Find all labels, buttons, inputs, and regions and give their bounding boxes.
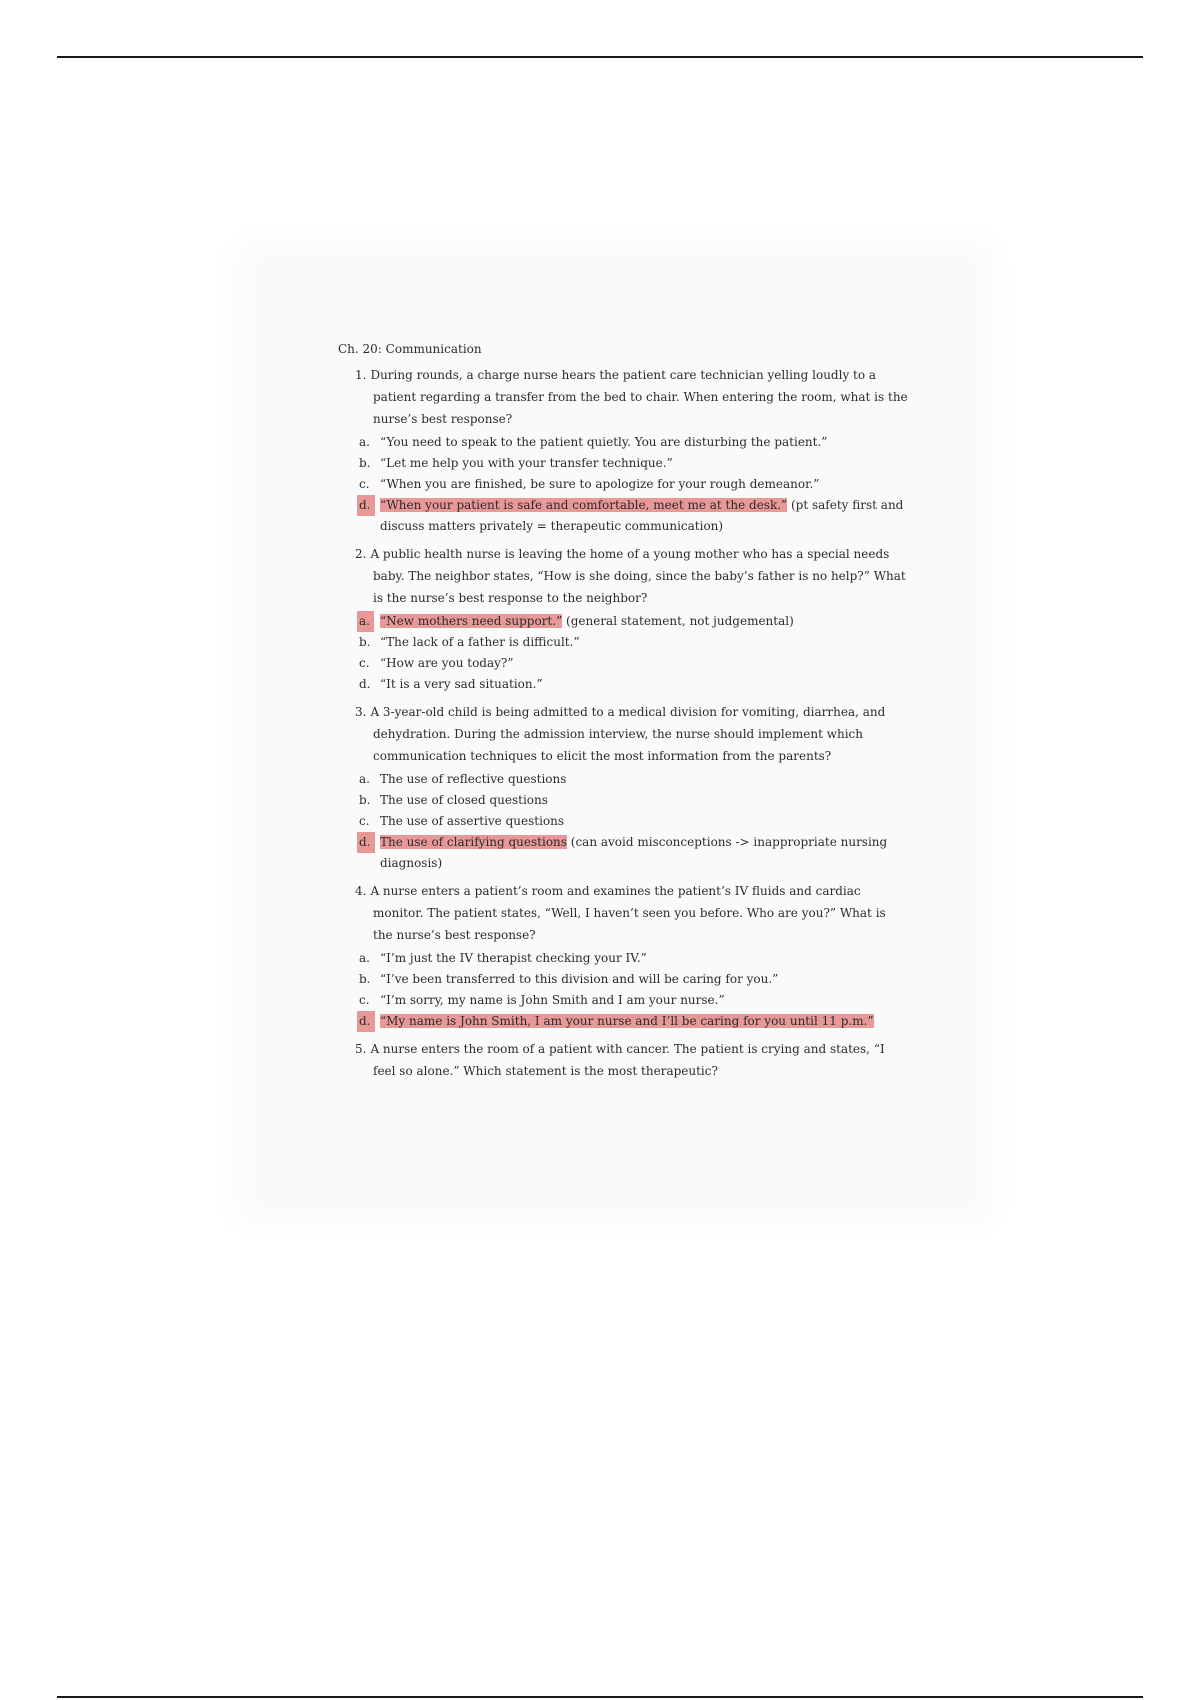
option-text: “I’m just the IV therapist checking your IV.” — [380, 951, 647, 965]
option-c — [338, 653, 908, 674]
question-text: A public health nurse is leaving the home of a young mother who has a special needs baby. The neighbor states, “How is she doing, since the baby’s father is no help?” What is the nurse’s best response to the neighbor? — [370, 547, 906, 605]
answer-note: (pt safety first and discuss matters privately = therapeutic communication) — [380, 498, 904, 533]
question-number: 5. — [355, 1042, 367, 1056]
option-letter: c. — [359, 656, 370, 670]
option-d-correct — [338, 832, 908, 874]
option-b — [338, 453, 908, 474]
answer-note: (can avoid misconceptions -> inappropriate nursing diagnosis) — [380, 835, 888, 870]
option-text: “How are you today?” — [380, 656, 514, 670]
answer-options — [338, 432, 908, 537]
option-letter: b. — [359, 972, 371, 986]
option-letter: a. — [359, 435, 370, 449]
option-letter: b. — [359, 635, 371, 649]
option-letter: a. — [359, 772, 370, 786]
option-d-correct — [338, 495, 908, 537]
option-text: The use of reflective questions — [380, 772, 567, 786]
option-text: “Let me help you with your transfer technique.” — [380, 456, 673, 470]
answer-options — [338, 769, 908, 874]
option-a-correct — [338, 611, 908, 632]
question-2 — [338, 543, 908, 609]
option-letter: b. — [359, 793, 371, 807]
question-number: 4. — [355, 884, 367, 898]
chapter-title: Ch. 20: Communication — [338, 342, 482, 356]
answer-options — [338, 611, 908, 695]
option-a — [338, 948, 908, 969]
option-text: “I’m sorry, my name is John Smith and I am your nurse.” — [380, 993, 725, 1007]
question-3 — [338, 701, 908, 767]
option-c — [338, 474, 908, 495]
option-letter: c. — [359, 477, 370, 491]
option-letter: d. — [357, 832, 375, 853]
document-content — [338, 338, 908, 1084]
answer-note: (general statement, not judgemental) — [562, 614, 794, 628]
option-letter: d. — [357, 1011, 375, 1032]
question-text: A nurse enters the room of a patient with cancer. The patient is crying and states, “I feel so alone.” Which statement is the most therapeutic? — [370, 1042, 885, 1078]
highlighted-answer: “New mothers need support.” — [380, 614, 563, 628]
top-rule — [57, 56, 1143, 58]
option-b — [338, 969, 908, 990]
option-letter: b. — [359, 456, 371, 470]
question-number: 2. — [355, 547, 367, 561]
option-a — [338, 432, 908, 453]
option-text: “I’ve been transferred to this division and will be caring for you.” — [380, 972, 779, 986]
option-c — [338, 811, 908, 832]
highlighted-answer: “When your patient is safe and comfortable, meet me at the desk.” — [380, 498, 788, 512]
option-text: “The lack of a father is difficult.” — [380, 635, 580, 649]
option-b — [338, 790, 908, 811]
option-letter: c. — [359, 993, 370, 1007]
option-text: The use of assertive questions — [380, 814, 565, 828]
question-text: A nurse enters a patient’s room and examines the patient’s IV fluids and cardiac monitor. The patient states, “Well, I haven’t seen you before. Who are you?” What is the nurse’s best response? — [370, 884, 886, 942]
question-5 — [338, 1038, 908, 1082]
question-number: 1. — [355, 368, 367, 382]
highlighted-answer: “My name is John Smith, I am your nurse and I’ll be caring for you until 11 p.m.” — [380, 1014, 874, 1028]
option-text: “You need to speak to the patient quietly. You are disturbing the patient.” — [380, 435, 828, 449]
question-text: During rounds, a charge nurse hears the patient care technician yelling loudly to a patient regarding a transfer from the bed to chair. When entering the room, what is the nurse’s best response? — [370, 368, 908, 426]
option-letter: d. — [359, 677, 371, 691]
option-letter: a. — [359, 951, 370, 965]
option-c — [338, 990, 908, 1011]
option-a — [338, 769, 908, 790]
highlighted-answer: The use of clarifying questions — [380, 835, 567, 849]
question-number: 3. — [355, 705, 367, 719]
bottom-rule — [57, 1696, 1143, 1698]
option-text: “It is a very sad situation.” — [380, 677, 543, 691]
question-1 — [338, 364, 908, 430]
option-letter: d. — [357, 495, 375, 516]
option-letter: a. — [357, 611, 374, 632]
option-text: “When you are finished, be sure to apologize for your rough demeanor.” — [380, 477, 820, 491]
option-d-correct — [338, 1011, 908, 1032]
option-letter: c. — [359, 814, 370, 828]
option-b — [338, 632, 908, 653]
answer-options — [338, 948, 908, 1032]
question-4 — [338, 880, 908, 946]
option-text: The use of closed questions — [380, 793, 548, 807]
option-d — [338, 674, 908, 695]
question-text: A 3-year-old child is being admitted to a medical division for vomiting, diarrhea, and dehydration. During the admission interview, the nurse should implement which communication techniques to elicit the most information from the parents? — [370, 705, 886, 763]
